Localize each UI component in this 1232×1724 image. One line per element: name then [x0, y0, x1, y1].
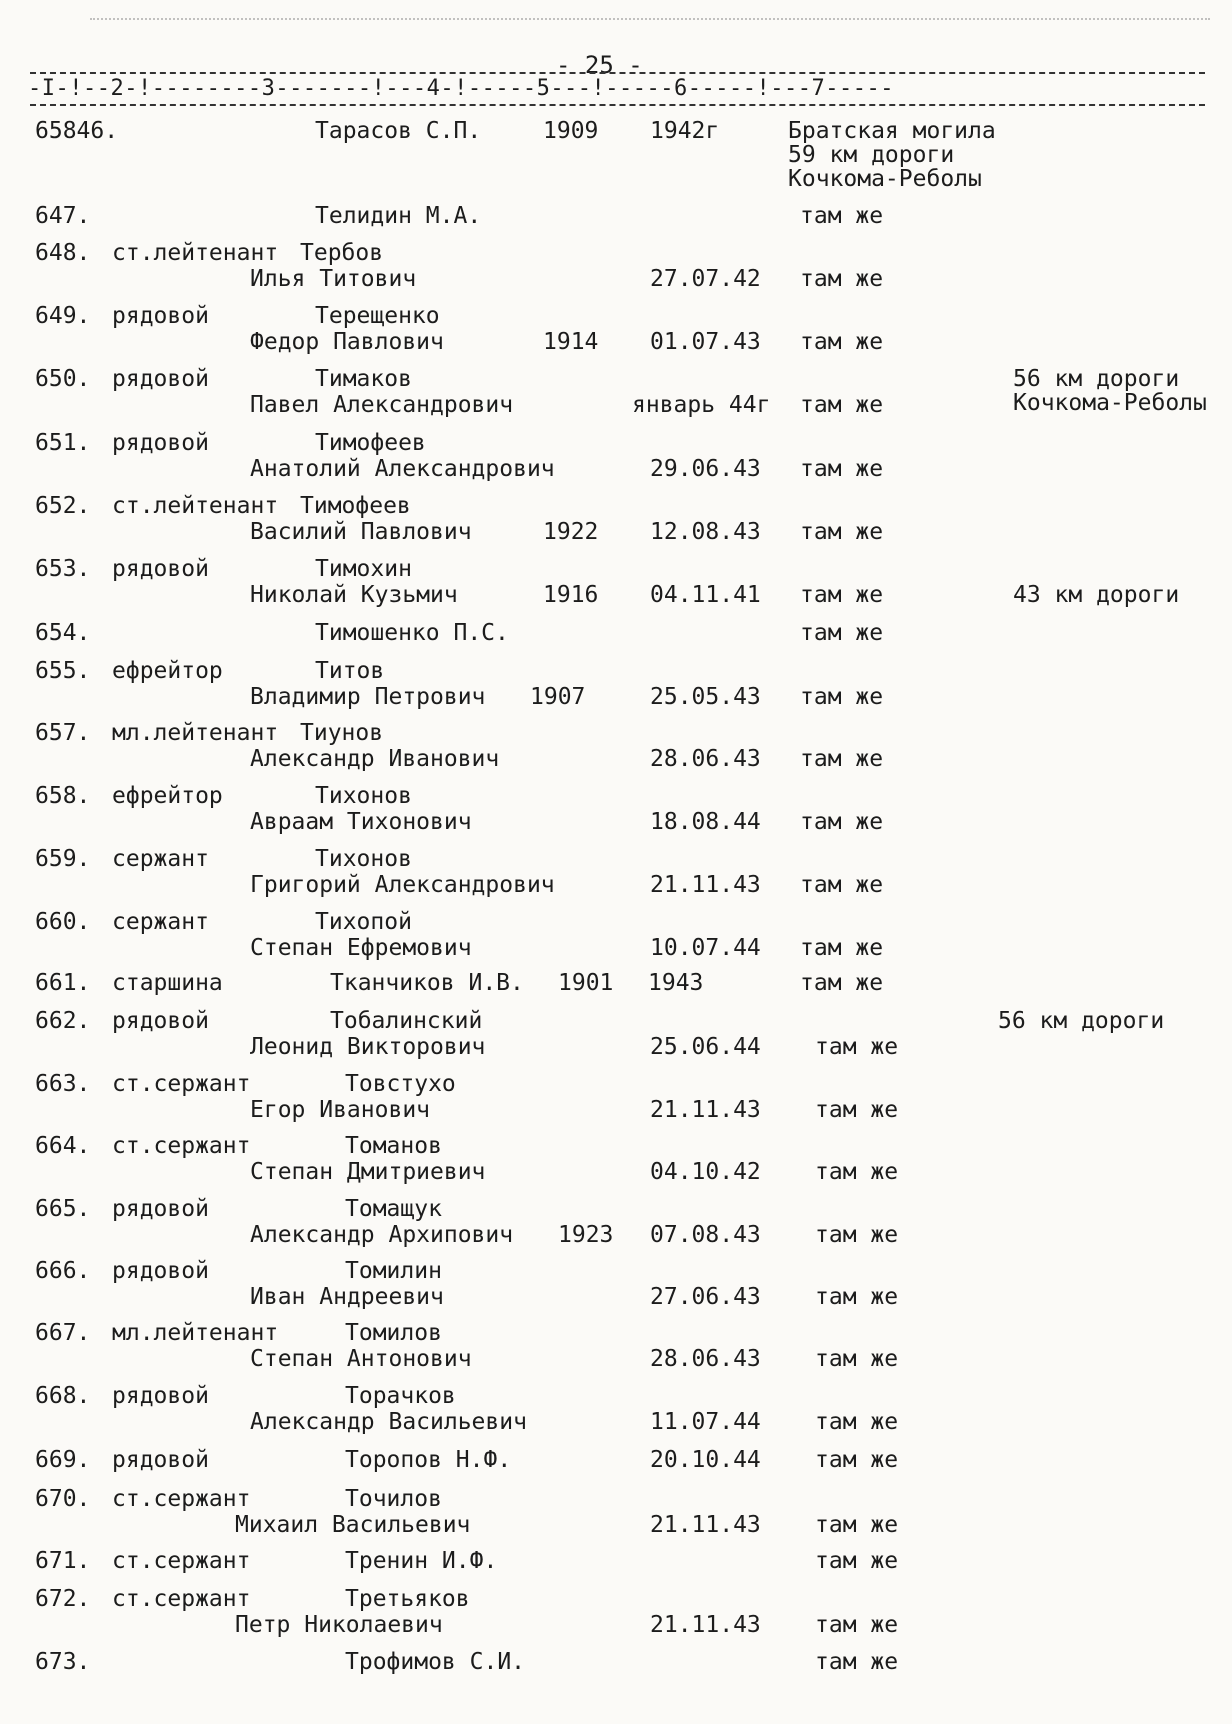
burial-place: там же	[815, 1159, 899, 1185]
given-name: Илья Титович	[250, 266, 417, 292]
entry-number: 663.	[35, 1071, 91, 1097]
entry-number: 670.	[35, 1486, 91, 1512]
given-name: Александр Васильевич	[250, 1409, 527, 1435]
surname: Торачков	[345, 1383, 456, 1409]
burial-place: там же	[815, 1222, 899, 1248]
given-name: Авраам Тихонович	[250, 809, 472, 835]
surname: Товстухо	[345, 1071, 456, 1097]
death-date: 21.11.43	[650, 1097, 761, 1123]
death-date: 21.11.43	[650, 1512, 761, 1538]
surname: Трофимов С.И.	[345, 1649, 526, 1675]
top-edge-marks	[90, 18, 1210, 20]
remark: 56 км дороги	[1013, 366, 1180, 392]
surname: Титов	[315, 658, 385, 684]
rank: ст.сержант	[112, 1586, 251, 1612]
burial-place: там же	[800, 329, 884, 355]
given-name: Василий Павлович	[250, 519, 472, 545]
birth-year: 1916	[543, 582, 599, 608]
death-date: 01.07.43	[650, 329, 761, 355]
rank: рядовой	[112, 1383, 209, 1409]
death-date: 11.07.44	[650, 1409, 761, 1435]
given-name: Иван Андреевич	[250, 1284, 444, 1310]
burial-place: там же	[800, 456, 884, 482]
birth-year: 1914	[543, 329, 599, 355]
rank: ст.сержант	[112, 1133, 251, 1159]
birth-year: 1901	[558, 970, 614, 996]
rank: рядовой	[112, 366, 209, 392]
given-name: Петр Николаевич	[235, 1612, 443, 1638]
death-date: 1942г	[650, 118, 720, 144]
surname: Точилов	[345, 1486, 442, 1512]
entry-number: 660.	[35, 909, 91, 935]
burial-place: там же	[800, 872, 884, 898]
death-date: 04.10.42	[650, 1159, 761, 1185]
burial-place: там же	[815, 1649, 899, 1675]
death-date: 29.06.43	[650, 456, 761, 482]
entry-number: 666.	[35, 1258, 91, 1284]
rank: ст.сержант	[112, 1071, 251, 1097]
birth-year: 1907	[530, 684, 586, 710]
rank: рядовой	[112, 1196, 209, 1222]
burial-place: там же	[800, 620, 884, 646]
entry-number: 654.	[35, 620, 91, 646]
surname: Тимофеев	[315, 430, 426, 456]
burial-place: 59 км дороги	[788, 142, 955, 168]
rank: мл.лейтенант	[112, 720, 279, 746]
given-name: Анатолий Александрович	[250, 456, 555, 482]
rank: рядовой	[112, 1008, 209, 1034]
rank: рядовой	[112, 303, 209, 329]
surname: Тихонов	[315, 783, 412, 809]
death-date: 12.08.43	[650, 519, 761, 545]
death-date: 21.11.43	[650, 872, 761, 898]
remark: 43 км дороги	[1013, 582, 1180, 608]
death-date: 04.11.41	[650, 582, 761, 608]
surname: Тренин И.Ф.	[345, 1548, 498, 1574]
death-date: 27.06.43	[650, 1284, 761, 1310]
entry-number: 649.	[35, 303, 91, 329]
surname: Томащук	[345, 1196, 442, 1222]
remark: Кочкома-Реболы	[1013, 390, 1207, 416]
entry-number: 657.	[35, 720, 91, 746]
death-date: 21.11.43	[650, 1612, 761, 1638]
entry-number: 648.	[35, 240, 91, 266]
surname: Тканчиков И.В.	[330, 970, 524, 996]
given-name: Павел Александрович	[250, 392, 514, 418]
burial-place: Кочкома-Реболы	[788, 166, 982, 192]
death-date: 28.06.43	[650, 1346, 761, 1372]
given-name: Александр Иванович	[250, 746, 500, 772]
burial-place: там же	[815, 1447, 899, 1473]
burial-place: там же	[800, 935, 884, 961]
burial-place: Братская могила	[788, 118, 996, 144]
entry-number: 673.	[35, 1649, 91, 1675]
given-name: Федор Павлович	[250, 329, 444, 355]
entry-number: 672.	[35, 1586, 91, 1612]
entry-number: 668.	[35, 1383, 91, 1409]
rank: ефрейтор	[112, 783, 223, 809]
burial-place: там же	[815, 1097, 899, 1123]
burial-place: там же	[815, 1284, 899, 1310]
surname: Терещенко	[315, 303, 440, 329]
entry-number: 664.	[35, 1133, 91, 1159]
burial-place: там же	[815, 1409, 899, 1435]
surname: Тербов	[300, 240, 384, 266]
entry-number: 667.	[35, 1320, 91, 1346]
entry-number: 662.	[35, 1008, 91, 1034]
death-date: 10.07.44	[650, 935, 761, 961]
burial-place: там же	[800, 970, 884, 996]
burial-place: там же	[800, 684, 884, 710]
surname: Томилов	[345, 1320, 442, 1346]
rank: старшина	[112, 970, 223, 996]
birth-year: 1923	[558, 1222, 614, 1248]
surname: Томилин	[345, 1258, 442, 1284]
burial-place: там же	[800, 809, 884, 835]
entry-number: 652.	[35, 493, 91, 519]
death-date: 18.08.44	[650, 809, 761, 835]
rank: сержант	[112, 909, 209, 935]
entry-number: 650.	[35, 366, 91, 392]
given-name: Григорий Александрович	[250, 872, 555, 898]
rank: ст.сержант	[112, 1548, 251, 1574]
entry-number: 647.	[35, 203, 91, 229]
entry-number: 653.	[35, 556, 91, 582]
given-name: Александр Архипович	[250, 1222, 514, 1248]
rank: ст.сержант	[112, 1486, 251, 1512]
given-name: Степан Антонович	[250, 1346, 472, 1372]
burial-place: там же	[800, 203, 884, 229]
surname: Тихопой	[315, 909, 412, 935]
surname: Тихонов	[315, 846, 412, 872]
given-name: Степан Дмитриевич	[250, 1159, 486, 1185]
rank: рядовой	[112, 1258, 209, 1284]
entry-number: 655.	[35, 658, 91, 684]
header-rule-bottom	[30, 104, 1205, 106]
column-header-row: -I-!--2-!--------3-------!---4-!-----5---!-----6-----!---7-----	[28, 76, 894, 101]
rank: мл.лейтенант	[112, 1320, 279, 1346]
surname: Телидин М.А.	[315, 203, 482, 229]
given-name: Владимир Петрович	[250, 684, 486, 710]
page-number: - 25 -	[556, 51, 643, 79]
entry-number: 658.	[35, 783, 91, 809]
burial-place: там же	[800, 392, 884, 418]
death-date: 20.10.44	[650, 1447, 761, 1473]
death-date: 1943	[648, 970, 704, 996]
surname: Тимаков	[315, 366, 412, 392]
entry-number: 659.	[35, 846, 91, 872]
rank: сержант	[112, 846, 209, 872]
death-date: 25.06.44	[650, 1034, 761, 1060]
entry-number: 665.	[35, 1196, 91, 1222]
birth-year: 1909	[543, 118, 599, 144]
rank: рядовой	[112, 556, 209, 582]
death-date: 28.06.43	[650, 746, 761, 772]
header-rule-top	[30, 72, 1205, 74]
burial-place: там же	[800, 266, 884, 292]
rank: ст.лейтенант	[112, 493, 279, 519]
rank: ефрейтор	[112, 658, 223, 684]
surname: Торопов Н.Ф.	[345, 1447, 512, 1473]
death-date: 07.08.43	[650, 1222, 761, 1248]
entry-number: 661.	[35, 970, 91, 996]
entry-number: 65846.	[35, 118, 119, 144]
given-name: Михаил Васильевич	[235, 1512, 471, 1538]
entry-number: 671.	[35, 1548, 91, 1574]
surname: Тимофеев	[300, 493, 411, 519]
surname: Тимошенко П.С.	[315, 620, 509, 646]
burial-place: там же	[800, 519, 884, 545]
death-date: январь 44г	[632, 392, 771, 418]
given-name: Николай Кузьмич	[250, 582, 458, 608]
surname: Томанов	[345, 1133, 442, 1159]
burial-place: там же	[800, 582, 884, 608]
remark: 56 км дороги	[998, 1008, 1165, 1034]
surname: Третьяков	[345, 1586, 470, 1612]
surname: Тобалинский	[330, 1008, 483, 1034]
given-name: Егор Иванович	[250, 1097, 431, 1123]
death-date: 25.05.43	[650, 684, 761, 710]
surname: Тарасов С.П.	[315, 118, 482, 144]
rank: рядовой	[112, 1447, 209, 1473]
burial-place: там же	[815, 1548, 899, 1574]
entry-number: 651.	[35, 430, 91, 456]
entry-number: 669.	[35, 1447, 91, 1473]
birth-year: 1922	[543, 519, 599, 545]
burial-place: там же	[815, 1034, 899, 1060]
burial-place: там же	[800, 746, 884, 772]
given-name: Степан Ефремович	[250, 935, 472, 961]
rank: рядовой	[112, 430, 209, 456]
burial-place: там же	[815, 1612, 899, 1638]
burial-place: там же	[815, 1512, 899, 1538]
rank: ст.лейтенант	[112, 240, 279, 266]
given-name: Леонид Викторович	[250, 1034, 486, 1060]
surname: Тимохин	[315, 556, 412, 582]
burial-place: там же	[815, 1346, 899, 1372]
surname: Тиунов	[300, 720, 384, 746]
death-date: 27.07.42	[650, 266, 761, 292]
